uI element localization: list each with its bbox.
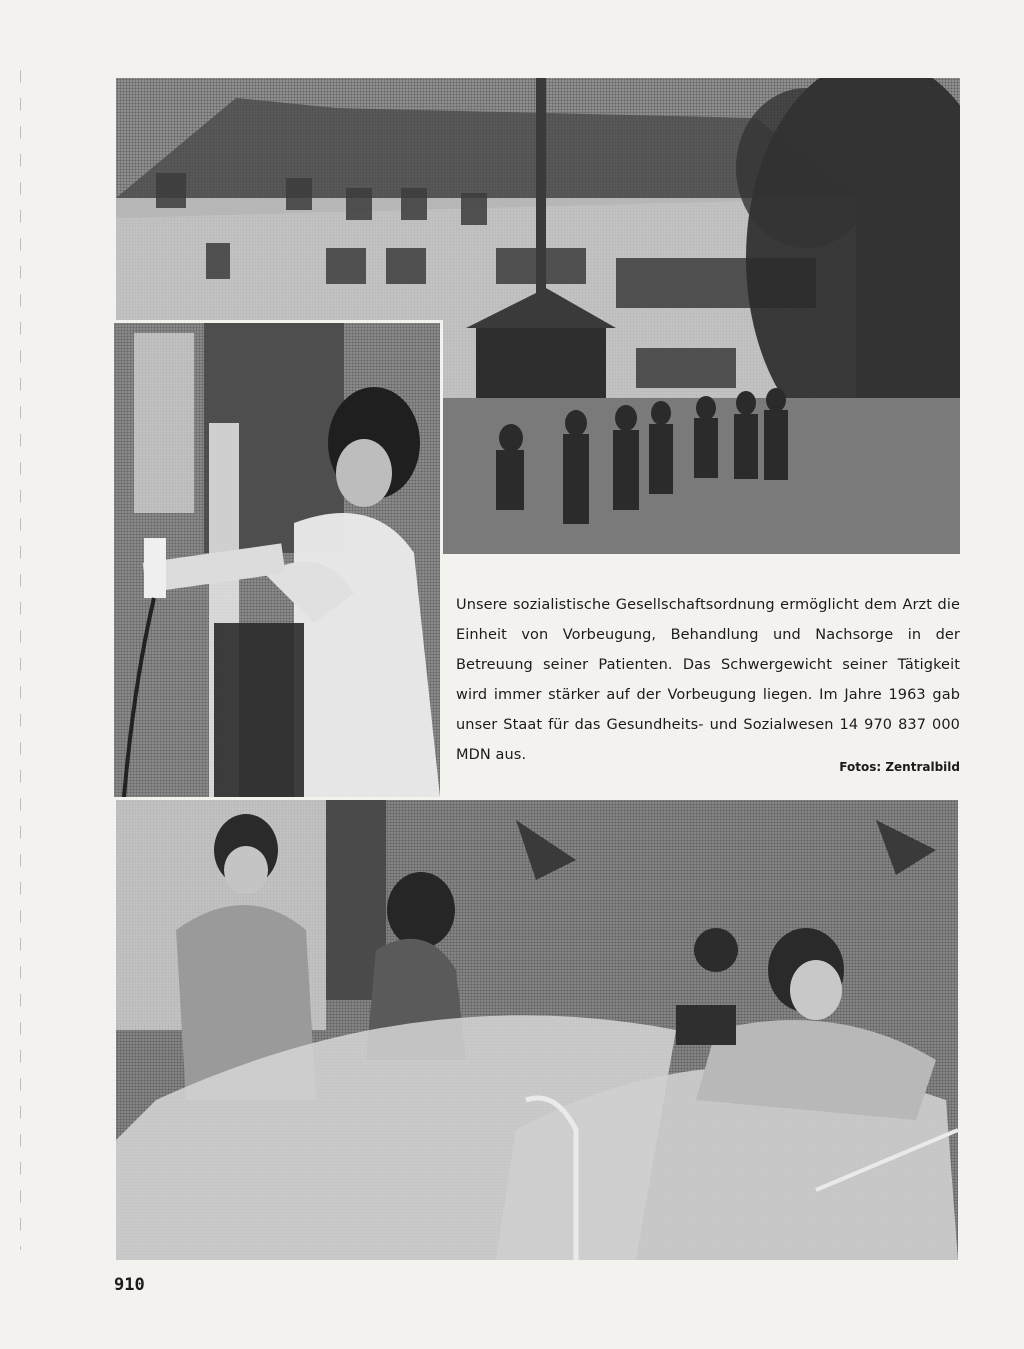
photo-credit: Fotos: Zentralbild xyxy=(839,760,960,774)
page-number: 910 xyxy=(114,1275,145,1295)
photo-hospital-ward xyxy=(116,800,958,1260)
caption-text: Unsere sozialistische Gesellschaftsordnung ermöglicht dem Arzt die Einheit von Vorbeugung, Behandlung und Nachsorge in der Betreuung seiner Patienten. Das Schwergewicht seiner Tätigkeit wird immer stärker auf der Vorbeugung liegen. Im Jahre 1963 gab unser Staat für das Gesundheits- und Sozialwesen 14 970 837 000 MDN aus. xyxy=(456,597,960,763)
photo-doctor-xray xyxy=(114,320,443,797)
scan-margin-marks xyxy=(20,70,21,1250)
